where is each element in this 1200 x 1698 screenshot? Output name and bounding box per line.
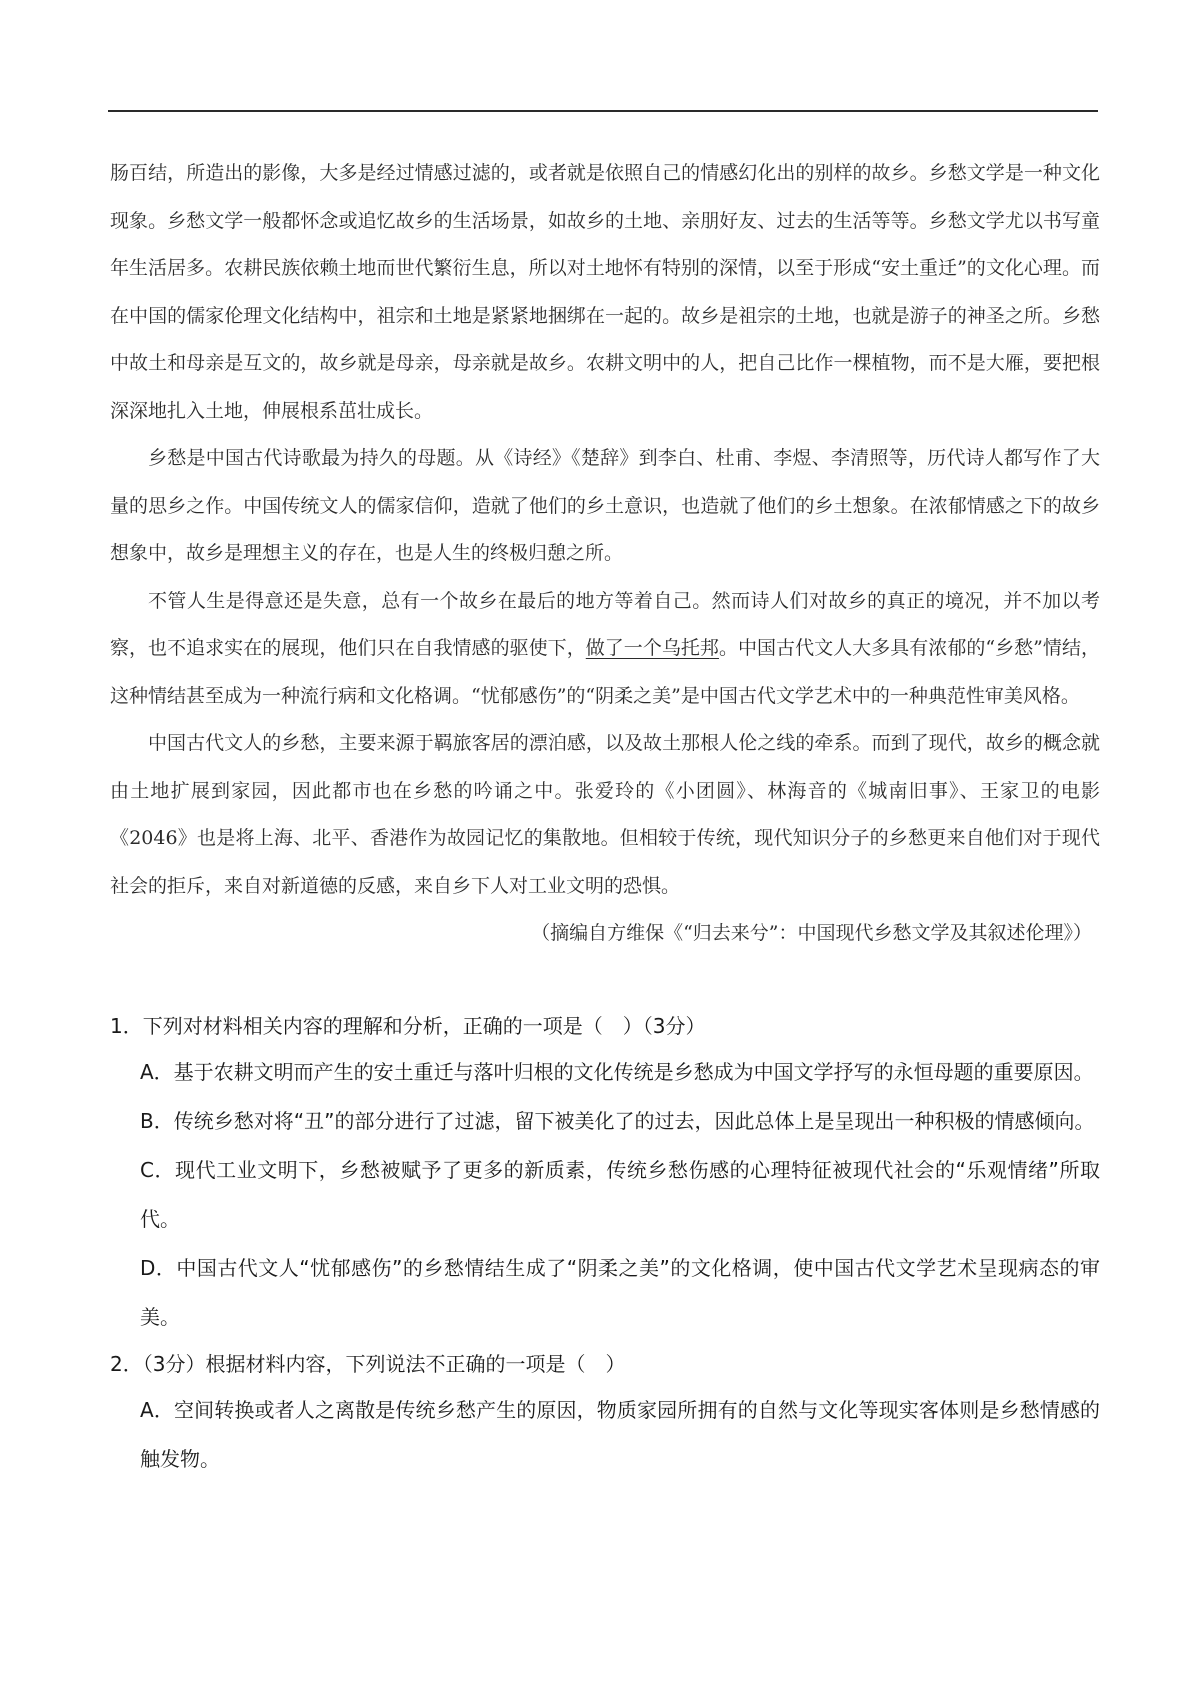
question-2-option-a[interactable]: A．空间转换或者人之离散是传统乡愁产生的原因，物质家园所拥有的自然与文化等现实客体则是乡愁情感的触发物。	[140, 1398, 1100, 1471]
underlined-phrase: 做了一个乌托邦	[585, 637, 719, 659]
paragraph-3-text-before: 不管人生是得意还是失意，总有一个故乡在最后的地方等着自己。然而诗人们对故乡的真正的境况，并不加以考察，也不追求实在的展现，他们只在自我情感的驱使下，	[110, 589, 1100, 659]
passage-paragraph-3	[110, 578, 1100, 721]
question-1-stem: 1．下列对材料相关内容的理解和分析，正确的一项是（ ）（3分）	[110, 1014, 706, 1038]
passage-source: （摘编自方维保《“归去来兮”：中国现代乡愁文学及其叙述伦理》）	[531, 922, 1092, 944]
questions-section	[110, 1004, 1100, 1484]
header-rule	[108, 110, 1098, 112]
passage-paragraph-4: 中国古代文人的乡愁，主要来源于羁旅客居的漂泊感，以及故土那根人伦之线的牵系。而到了现代，故乡的概念就由土地扩展到家园，因此都市也在乡愁的吟诵之中。张爱玲的《小团圆》、林海音的《城南旧事》、王家卫的电影《2046》也是将上海、北平、香港作为故园记忆的集散地。但相较于传统，现代知识分子的乡愁更来自他们对于现代社会的拒斥，来自对新道德的反感，来自乡下人对工业文明的恐惧。	[110, 732, 1100, 897]
question-2	[110, 1342, 1100, 1484]
paragraph-3-text-after: 。中国古代文人大多具有浓郁的“乡愁”情结，这种情结甚至成为一种流行病和文化格调。“忧郁感伤”的“阴柔之美”是中国古代文学艺术中的一种典范性审美风格。	[110, 637, 1100, 707]
reading-passage	[110, 150, 1100, 958]
question-1-option-d[interactable]: D．中国古代文人“忧郁感伤”的乡愁情结生成了“阴柔之美”的文化格调，使中国古代文学艺术呈现病态的审美。	[140, 1256, 1100, 1329]
question-1-option-b[interactable]: B．传统乡愁对将“丑”的部分进行了过滤，留下被美化了的过去，因此总体上是呈现出一种积极的情感倾向。	[140, 1109, 1095, 1133]
passage-paragraph-1: 肠百结，所造出的影像，大多是经过情感过滤的，或者就是依照自己的情感幻化出的别样的故乡。乡愁文学是一种文化现象。乡愁文学一般都怀念或追忆故乡的生活场景，如故乡的土地、亲朋好友、过去的生活等等。乡愁文学尤以书写童年生活居多。农耕民族依赖土地而世代繁衍生息，所以对土地怀有特别的深情，以至于形成“安土重迁”的文化心理。而在中国的儒家伦理文化结构中，祖宗和土地是紧紧地捆绑在一起的。故乡是祖宗的土地，也就是游子的神圣之所。乡愁中故土和母亲是互文的，故乡就是母亲，母亲就是故乡。农耕文明中的人，把自己比作一棵植物，而不是大雁，要把根深深地扎入土地，伸展根系茁壮成长。	[110, 162, 1100, 422]
question-1-option-c[interactable]: C．现代工业文明下，乡愁被赋予了更多的新质素，传统乡愁伤感的心理特征被现代社会的“乐观情绪”所取代。	[140, 1158, 1100, 1231]
question-1-option-a[interactable]: A．基于农耕文明而产生的安土重迁与落叶归根的文化传统是乡愁成为中国文学抒写的永恒母题的重要原因。	[140, 1060, 1094, 1084]
passage-paragraph-2: 乡愁是中国古代诗歌最为持久的母题。从《诗经》《楚辞》到李白、杜甫、李煜、李清照等，历代诗人都写作了大量的思乡之作。中国传统文人的儒家信仰，造就了他们的乡土意识，也造就了他们的乡土想象。在浓郁情感之下的故乡想象中，故乡是理想主义的存在，也是人生的终极归憩之所。	[110, 447, 1100, 564]
question-1	[110, 1004, 1100, 1342]
question-2-stem: 2．（3分）根据材料内容，下列说法不正确的一项是（ ）	[110, 1352, 626, 1376]
